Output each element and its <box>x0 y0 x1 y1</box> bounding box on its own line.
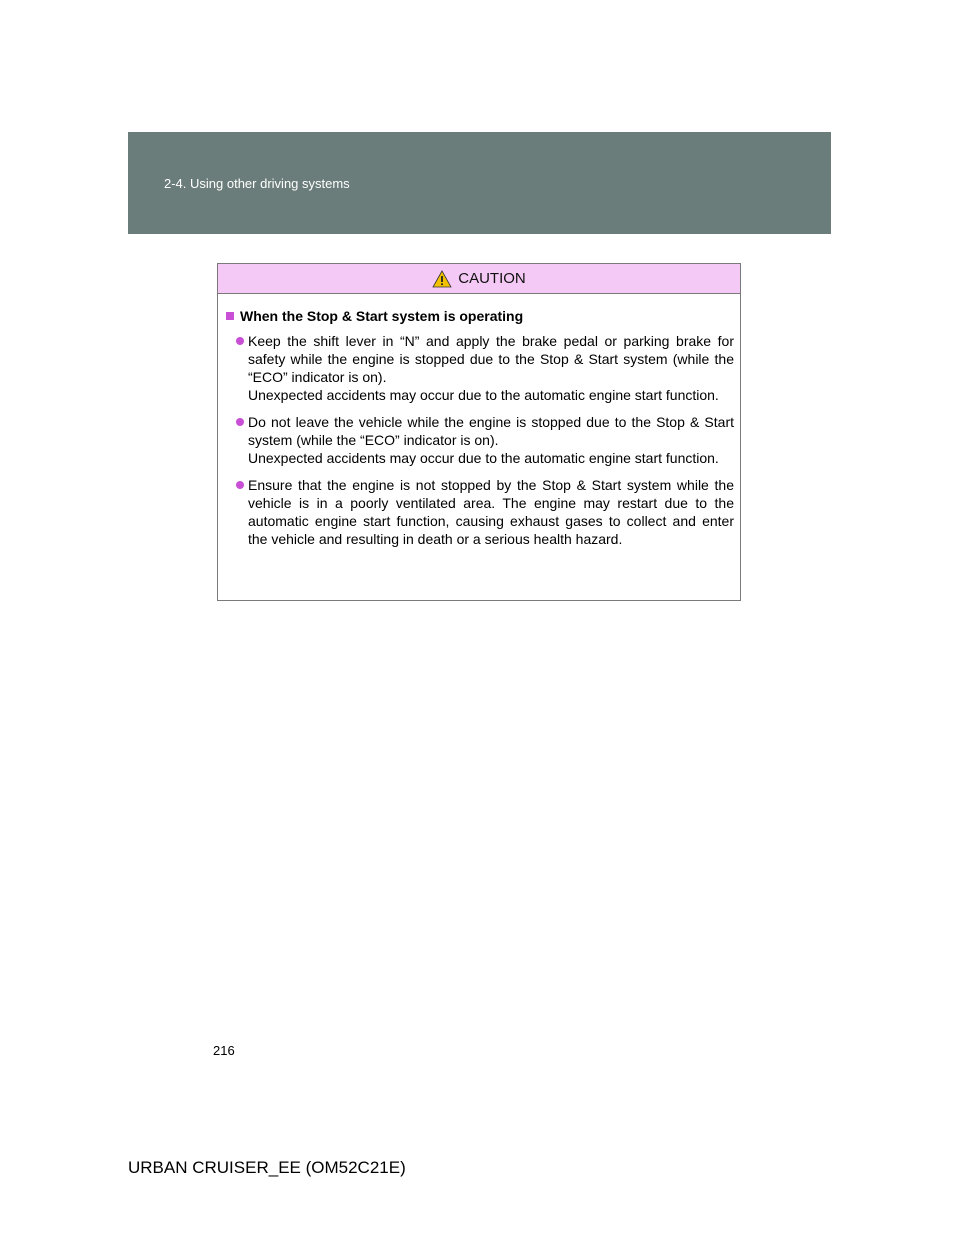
document-code: URBAN CRUISER_EE (OM52C21E) <box>128 1158 406 1177</box>
caution-label: CAUTION <box>458 270 526 287</box>
caution-subheading <box>226 307 734 325</box>
caution-item <box>226 476 734 548</box>
caution-item <box>226 413 734 467</box>
page-number: 216 <box>213 1043 235 1058</box>
warning-triangle-icon <box>432 270 452 288</box>
caution-item-note: Unexpected accidents may occur due to the automatic engine start function. <box>248 387 719 403</box>
caution-item-text: Keep the shift lever in “N” and apply the brake pedal or parking brake for safety while the engine is stopped due to the Stop & Start system (while the “ECO” indicator is on). <box>248 333 734 385</box>
caution-subheading-text: When the Stop & Start system is operating <box>240 308 524 324</box>
caution-item-note: Unexpected accidents may occur due to the automatic engine start function. <box>248 450 719 466</box>
square-bullet-icon <box>226 312 234 320</box>
section-title: 2-4. Using other driving systems <box>164 176 350 191</box>
round-bullet-icon <box>236 337 244 345</box>
caution-item <box>226 332 734 404</box>
caution-box <box>217 263 741 601</box>
caution-item-text: Do not leave the vehicle while the engine is stopped due to the Stop & Start system (while the “ECO” indicator is on). <box>248 414 734 448</box>
round-bullet-icon <box>236 481 244 489</box>
section-header-bar <box>128 132 831 234</box>
round-bullet-icon <box>236 418 244 426</box>
caution-body <box>218 294 740 548</box>
caution-header <box>218 264 740 294</box>
caution-item-text: Ensure that the engine is not stopped by the Stop & Start system while the vehicle is in a poorly ventilated area. The engine may restart due to the automatic engine start function, causing exhaust gases to collect and enter the vehicle and resulting in death or a serious health hazard. <box>248 477 734 547</box>
